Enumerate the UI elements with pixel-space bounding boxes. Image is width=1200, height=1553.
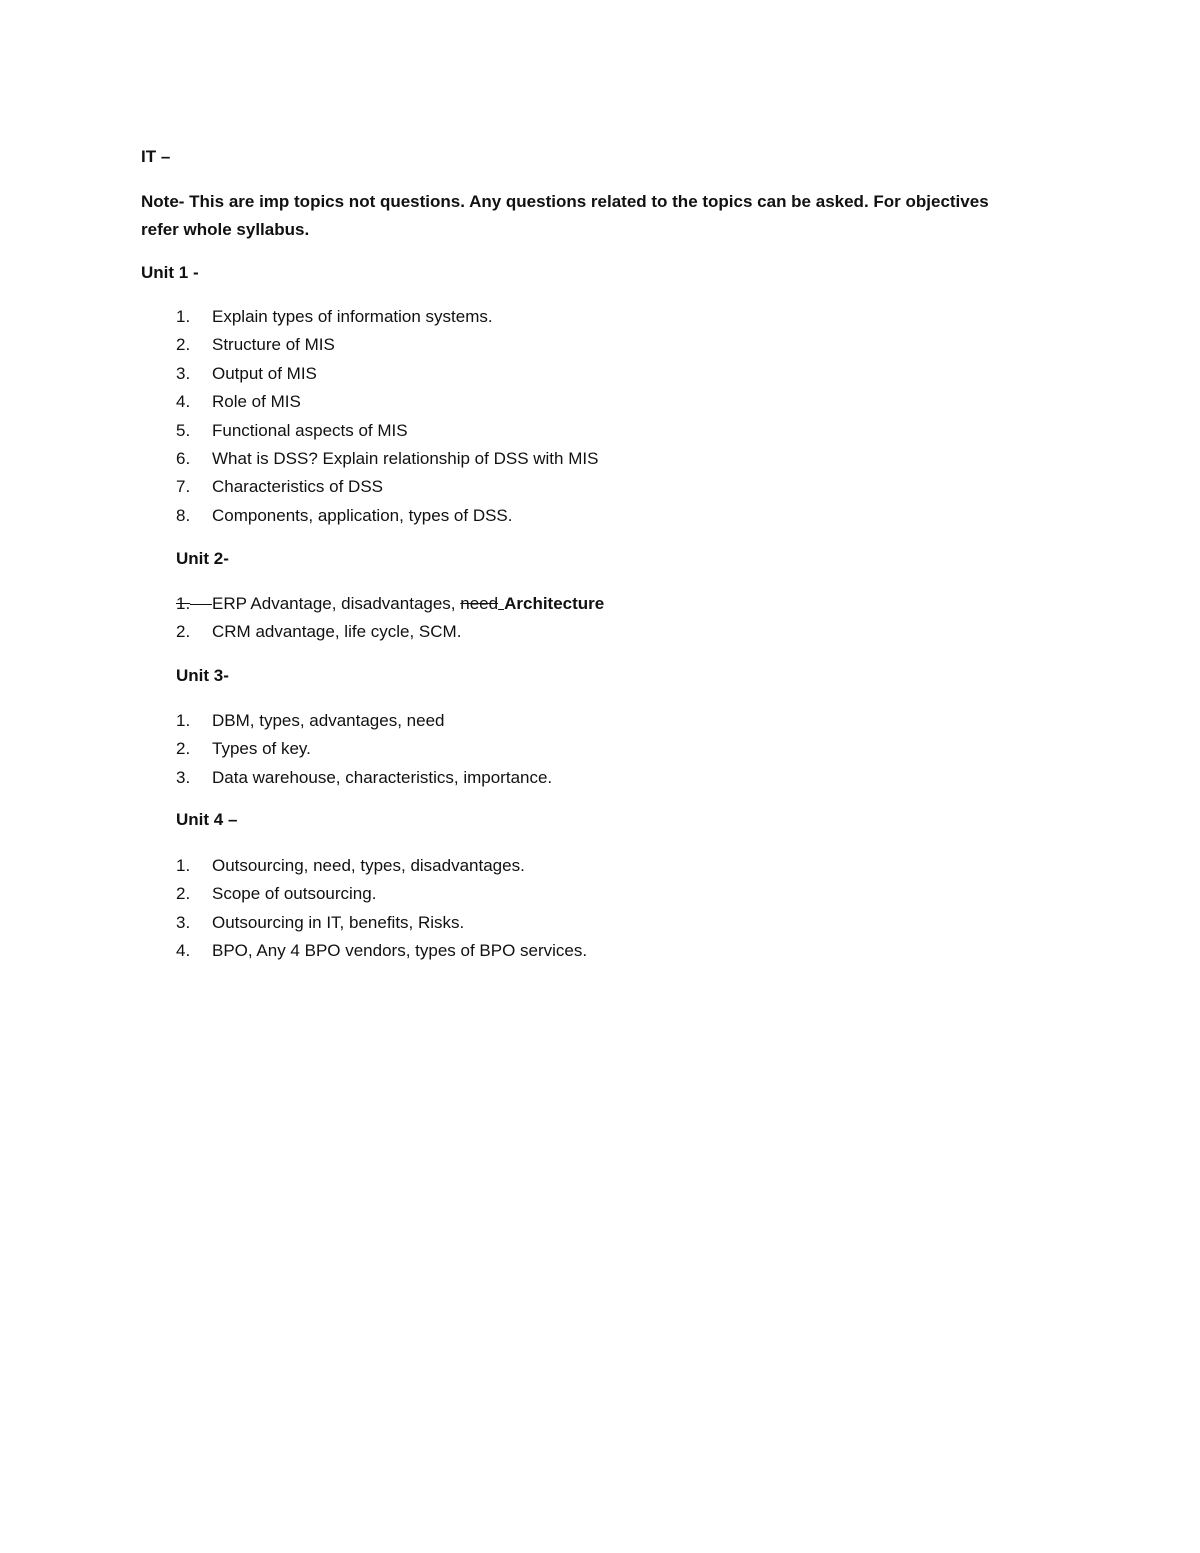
list-item: 1. DBM, types, advantages, need [176,711,445,730]
struck-number: 1. [176,590,190,618]
list-item: 4. BPO, Any 4 BPO vendors, types of BPO services. [176,941,588,961]
unit-1-heading: Unit 1 - [141,263,199,282]
document-title: IT – [141,147,171,166]
list-item: 1. Explain types of information systems. [176,307,493,326]
list-item: 2. Scope of outsourcing. [176,884,377,904]
unit-1-list [176,303,598,530]
unit-3-list [176,707,552,792]
struck-text: need [460,594,499,613]
list-item: 5. Functional aspects of MIS [176,420,408,440]
unit-2-list [176,590,604,647]
item-text: ERP Advantage, disadvantages, [212,594,461,613]
list-item: 2. CRM advantage, life cycle, SCM. [176,622,462,642]
list-item [176,590,604,618]
list-item: 8. Components, application, types of DSS. [176,505,513,525]
list-item: 3. Data warehouse, characteristics, importance. [176,767,553,787]
unit-4-list [176,852,587,966]
list-item: 1. Outsourcing, need, types, disadvantages. [176,856,525,875]
note-paragraph: Note- This are imp topics not questions. Any questions related to the topics can be asked. For objectives refer whole syllabus. [141,192,989,239]
unit-4-heading: Unit 4 – [176,810,238,829]
list-item: 2. Structure of MIS [176,335,335,355]
list-item: 2. Types of key. [176,739,311,759]
list-item: 4. Role of MIS [176,392,301,412]
list-item: 6. What is DSS? Explain relationship of DSS with MIS [176,449,599,469]
unit-3-heading: Unit 3- [176,666,229,685]
list-item: 3. Outsourcing in IT, benefits, Risks. [176,912,465,932]
unit-2-heading: Unit 2- [176,549,229,568]
list-item: 7. Characteristics of DSS [176,477,383,497]
list-item: 3. Output of MIS [176,363,317,383]
inserted-text: Architecture [504,594,605,613]
